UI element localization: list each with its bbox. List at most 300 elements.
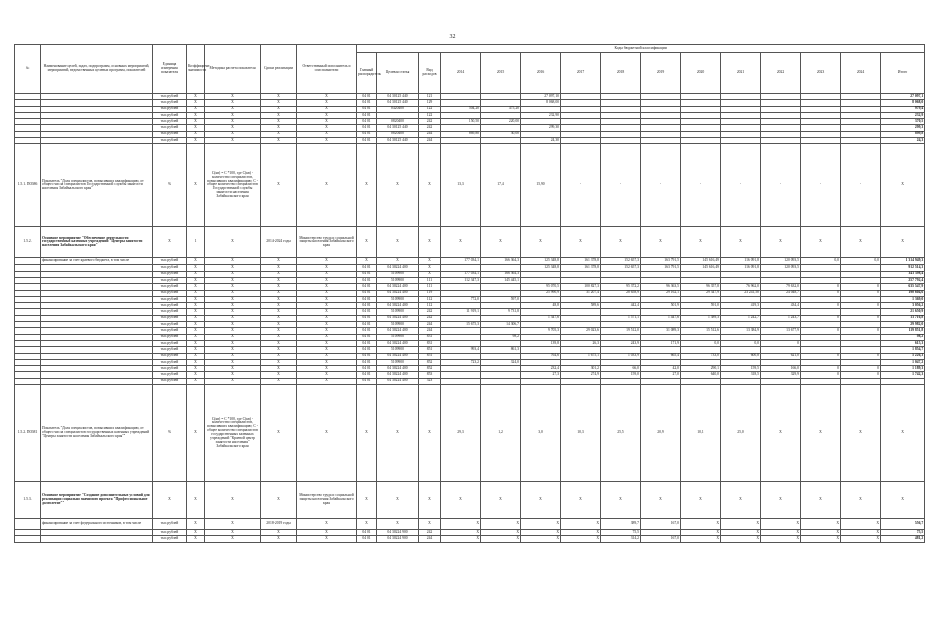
table-cell: 869,80 <box>441 131 481 137</box>
table-cell: X <box>205 227 261 258</box>
table-cell: 1.5.3. <box>15 482 41 519</box>
table-cell: 232,9 <box>881 112 925 118</box>
table-cell: 851 <box>419 353 441 359</box>
table-cell: X <box>761 385 801 482</box>
table-cell: X <box>261 359 297 365</box>
table-cell: тыс.рублей <box>153 328 187 334</box>
table-cell: финансирование за счет краевого бюджета, в том числе <box>41 258 153 265</box>
table-cell: X <box>481 227 521 258</box>
table-cell: X <box>419 482 441 519</box>
table-cell: тыс.рублей <box>153 536 187 542</box>
header-year: 2018 <box>601 53 641 94</box>
table-cell: X <box>187 482 205 519</box>
table-cell: С(кв) = С *100, где С(кв) - количество специалистов, повысивших квалификацию; С - общее количество специалистов Государственной службы занятости населения Забайкальского края <box>205 144 261 227</box>
table-cell: 04 01 <box>357 359 377 365</box>
table-cell: 15 512,6 <box>681 328 721 334</box>
table-cell: X <box>205 138 261 144</box>
table-cell: 04 01 <box>357 303 377 309</box>
table-cell: тыс.рублей <box>153 112 187 118</box>
table-cell: X <box>521 227 561 258</box>
table-cell: 14 306,7 <box>481 322 521 328</box>
table-cell: 419,3 <box>721 303 761 309</box>
table-cell: X <box>561 482 601 519</box>
table-cell: X <box>205 290 261 296</box>
table-cell: - <box>761 144 801 227</box>
table-cell: X <box>801 530 841 536</box>
table-cell: X <box>187 303 205 309</box>
table-cell: 0 <box>801 290 841 296</box>
table-cell: 04 30125 440 <box>377 94 419 100</box>
table-cell: X <box>297 131 357 137</box>
table-cell: X <box>297 144 357 227</box>
table-cell: X <box>187 131 205 137</box>
table-cell: X <box>187 100 205 106</box>
table-cell: X <box>187 519 205 530</box>
table-cell: X <box>261 482 297 519</box>
table-cell: X <box>187 125 205 131</box>
table-cell: X <box>187 536 205 542</box>
table-cell: 04 30224 400 <box>377 290 419 296</box>
table-cell: X <box>187 366 205 372</box>
table-cell: 100 827,3 <box>561 284 601 290</box>
header-vr: Вид расходов <box>419 53 441 94</box>
table-cell: 112 347,3 <box>441 277 481 283</box>
table-cell: X <box>205 309 261 315</box>
table-cell: 29,3 <box>441 385 481 482</box>
table-cell: 24,3 <box>881 138 925 144</box>
table-cell: X <box>261 290 297 296</box>
table-cell: X <box>187 385 205 482</box>
table-cell: X <box>261 347 297 353</box>
table-cell: 831 <box>419 334 441 340</box>
table-cell: X <box>261 536 297 542</box>
table-cell: X <box>205 131 261 137</box>
table-cell: X <box>261 530 297 536</box>
table-cell: X <box>297 271 357 277</box>
table-cell: 04 01 <box>357 290 377 296</box>
table-cell: 764,6 <box>521 353 561 359</box>
table-cell: 04 01 <box>357 138 377 144</box>
table-cell: 0 <box>761 340 801 346</box>
table-cell: 04 01 <box>357 131 377 137</box>
table-cell: X <box>261 353 297 359</box>
table-cell: 04 30224 400 <box>377 303 419 309</box>
table-cell: 2014-2024 годы <box>261 227 297 258</box>
table-cell: X <box>187 378 205 384</box>
table-cell: X <box>441 227 481 258</box>
table-cell: X <box>187 322 205 328</box>
table-cell: 150,50 <box>441 119 481 125</box>
table-cell: X <box>187 144 205 227</box>
table-cell: X <box>641 482 681 519</box>
header-year: 2020 <box>681 53 721 94</box>
table-cell: 861,3 <box>481 347 521 353</box>
table-cell: 232,4 <box>521 366 561 372</box>
table-cell: 04 01 <box>357 271 377 277</box>
table-cell: X <box>297 112 357 118</box>
table-cell: X <box>187 347 205 353</box>
table-cell: 442,4 <box>601 303 641 309</box>
table-cell: X <box>205 340 261 346</box>
table-cell: 0 <box>841 290 881 296</box>
table-cell: X <box>187 328 205 334</box>
table-cell: X <box>297 372 357 378</box>
table-cell: X <box>261 322 297 328</box>
table-cell: 0 <box>841 328 881 334</box>
table-cell: 19 512,0 <box>601 328 641 334</box>
table-cell: 244 <box>419 536 441 542</box>
table-cell: 242 <box>419 309 441 315</box>
table-cell: 15,90 <box>521 144 561 227</box>
table-cell: X <box>521 519 561 530</box>
table-cell: тыс.рублей <box>153 290 187 296</box>
header-unit: Единица измерения показателя <box>153 45 187 94</box>
header-no: № <box>15 45 41 94</box>
table-cell: X <box>261 271 297 277</box>
table-cell: 600,8 <box>721 353 761 359</box>
table-cell: 1.5.2. ПОМ1 <box>15 385 41 482</box>
table-cell: X <box>297 385 357 482</box>
table-cell: X <box>205 258 261 265</box>
table-cell: 04 01 <box>357 340 377 346</box>
table-cell: 852 <box>419 359 441 365</box>
table-cell: 96 357,8 <box>681 284 721 290</box>
table-cell: X <box>261 328 297 334</box>
header-year: 2022 <box>761 53 801 94</box>
table-cell: 481,2 <box>881 536 925 542</box>
table-cell: тыс.рублей <box>153 119 187 125</box>
table-cell: 04 01 <box>357 378 377 384</box>
table-cell: 04 01 <box>357 366 377 372</box>
table-cell: X <box>881 482 925 519</box>
table-cell: 25 990,9 <box>521 290 561 296</box>
table-cell: Показатель "Доля специалистов, повысивших квалификацию, от общего числа специалистов Государственной службы занятости населения Забайкальского края" <box>41 144 153 227</box>
table-cell: X <box>297 322 357 328</box>
table-cell: 299,3 <box>881 125 925 131</box>
table-cell: 329,9 <box>761 372 801 378</box>
table-cell <box>15 258 41 265</box>
table-cell: 665,4 <box>641 353 681 359</box>
table-cell: 171,9 <box>641 340 681 346</box>
table-cell: 242 <box>419 315 441 321</box>
table-cell: 1 742,3 <box>881 372 925 378</box>
table-cell: X <box>721 482 761 519</box>
table-cell: X <box>721 530 761 536</box>
table-cell: X <box>297 340 357 346</box>
table-cell: 04 01 <box>357 112 377 118</box>
table-cell: 1 314 949,3 <box>881 258 925 265</box>
table-cell: 1.5.1. ПОМ6 <box>15 144 41 227</box>
table-cell: X <box>761 536 801 542</box>
table-cell: 112 <box>419 303 441 309</box>
table-cell: 851 <box>419 347 441 353</box>
table-cell: 04 01 <box>357 328 377 334</box>
table-cell: тыс.рублей <box>153 378 187 384</box>
table-cell: Основное мероприятие "Обеспечение деятельности государственных казенных учреждений "Центры занятости населения Забайкальского края" <box>41 227 153 258</box>
table-cell: 5109900 <box>377 347 419 353</box>
table-cell: 501,9 <box>641 303 681 309</box>
table-cell: 979,4 <box>881 106 925 112</box>
table-cell: X <box>357 227 377 258</box>
table-cell: X <box>261 372 297 378</box>
header-year: 2019 <box>641 53 681 94</box>
table-cell: 244 <box>419 131 441 137</box>
table-cell: X <box>841 519 881 530</box>
table-cell: X <box>297 296 357 302</box>
table-cell: 04 01 <box>357 106 377 112</box>
table-cell: X <box>261 265 297 271</box>
table-cell: 04 30224 400 <box>377 328 419 334</box>
table-cell: 159,5 <box>721 366 761 372</box>
table-cell: 1 347,6 <box>521 315 561 321</box>
table-cell: 04 30125 440 <box>377 138 419 144</box>
table-cell: X <box>841 530 881 536</box>
table-cell: 120 093,5 <box>761 265 801 271</box>
table-cell: 615,3 <box>881 340 925 346</box>
table-cell: X <box>261 315 297 321</box>
table-cell: X <box>297 530 357 536</box>
table-cell: X <box>187 359 205 365</box>
table-cell: X <box>481 530 521 536</box>
table-cell: X <box>187 94 205 100</box>
table-cell: X <box>441 530 481 536</box>
table-cell: X <box>297 366 357 372</box>
header-name: Наименование целей, задач, подпрограмм, основных мероприятий, мероприятий, ведомственных целевых программ, показателей <box>41 45 153 94</box>
table-cell: 0 <box>801 353 841 359</box>
table-cell: 314,2 <box>601 536 641 542</box>
table-cell: 125 348,8 <box>521 265 561 271</box>
table-cell: X <box>841 385 881 482</box>
table-cell: Основное мероприятие "Создание дополнительных условий для реализации социально значимого проекта "Профессиональное долголетие"" <box>41 482 153 519</box>
table-cell: X <box>205 119 261 125</box>
header-year: 2014 <box>441 53 481 94</box>
table-cell: 04 01 <box>357 296 377 302</box>
table-cell: 899,8 <box>881 131 925 137</box>
table-cell: X <box>481 482 521 519</box>
table-cell: 29 023,6 <box>561 328 601 334</box>
table-cell: X <box>205 315 261 321</box>
header-resp: Ответственный исполнитель и соисполнители <box>297 45 357 94</box>
table-cell: X <box>205 277 261 283</box>
table-cell: 116 091,8 <box>721 265 761 271</box>
table-cell: 04 01 <box>357 125 377 131</box>
table-cell: - <box>561 144 601 227</box>
table-cell: X <box>205 359 261 365</box>
table-cell: 24 048,7 <box>761 290 801 296</box>
table-cell: 04 01 <box>357 119 377 125</box>
table-cell: 0 <box>801 284 841 290</box>
table-cell: X <box>681 519 721 530</box>
table-cell: 04 01 <box>357 265 377 271</box>
table-cell: X <box>297 347 357 353</box>
table-cell: - <box>681 144 721 227</box>
table-cell: X <box>419 385 441 482</box>
table-cell: X <box>801 227 841 258</box>
table-cell: 29 982,0 <box>881 322 925 328</box>
table-cell: 25,5 <box>601 385 641 482</box>
table-cell: 324,0 <box>481 359 521 365</box>
table-cell: X <box>297 519 357 530</box>
table-cell: - <box>721 144 761 227</box>
table-cell: тыс.рублей <box>153 322 187 328</box>
table-cell: X <box>419 227 441 258</box>
table-cell: X <box>261 112 297 118</box>
table-cell: X <box>187 372 205 378</box>
table-cell: X <box>187 340 205 346</box>
table-cell: X <box>297 277 357 283</box>
table-cell: X <box>261 334 297 340</box>
table-cell: 831 <box>419 340 441 346</box>
page-number: 32 <box>449 34 456 40</box>
budget-table <box>14 44 925 543</box>
table-cell: тыс.рублей <box>153 340 187 346</box>
table-cell: 13 677,9 <box>761 328 801 334</box>
table-cell: 98,2 <box>881 334 925 340</box>
table-cell: X <box>297 258 357 265</box>
table-cell: 145 616,49 <box>681 258 721 265</box>
table-cell: X <box>297 138 357 144</box>
table-cell: X <box>357 258 377 265</box>
table-cell: X <box>187 112 205 118</box>
table-cell: 23 241,50 <box>721 290 761 296</box>
table-cell: X <box>481 536 521 542</box>
table-cell: 161 378,8 <box>561 258 601 265</box>
table-cell: X <box>261 385 297 482</box>
table-cell: X <box>297 265 357 271</box>
table-cell: 244 <box>419 138 441 144</box>
table-cell: 5109900 <box>377 271 419 277</box>
table-cell: 3,0 <box>521 385 561 482</box>
table-cell: 244 <box>419 322 441 328</box>
table-cell: X <box>261 94 297 100</box>
table-cell: тыс.рублей <box>153 284 187 290</box>
table-cell: 29 347,9 <box>681 290 721 296</box>
table-cell: 04 01 <box>357 309 377 315</box>
table-cell: 48,8 <box>521 303 561 309</box>
table-cell: X <box>419 265 441 271</box>
table-cell: 167,0 <box>641 536 681 542</box>
table-cell: X <box>205 530 261 536</box>
table-cell: 04 01 <box>357 277 377 283</box>
table-cell: 5109900 <box>377 277 419 283</box>
table-cell: X <box>205 519 261 530</box>
table-cell: 79 632,0 <box>761 284 801 290</box>
table-cell: X <box>261 303 297 309</box>
table-cell: 152 657,3 <box>601 265 641 271</box>
table-cell: 04 01 <box>357 536 377 542</box>
table-cell: 04 01 <box>357 94 377 100</box>
table-cell: X <box>377 519 419 530</box>
table-cell: 589,6 <box>561 303 601 309</box>
table-cell: 772,0 <box>441 296 481 302</box>
table-cell: 116 091,8 <box>721 258 761 265</box>
table-cell: X <box>187 530 205 536</box>
table-cell: 30,00 <box>481 131 521 137</box>
table-cell: X <box>261 366 297 372</box>
table-cell: 04 01 <box>357 315 377 321</box>
table-cell: X <box>841 227 881 258</box>
table-cell: 145 445,1 <box>481 277 521 283</box>
table-header <box>15 45 925 94</box>
table-cell: 323 <box>419 378 441 384</box>
table-cell: X <box>205 265 261 271</box>
table-cell: 13 716,8 <box>881 315 925 321</box>
table-cell: 0,0 <box>801 258 841 265</box>
table-cell: 163 791,5 <box>641 265 681 271</box>
table-cell: тыс.рублей <box>153 125 187 131</box>
table-cell: 04 30224 400 <box>377 315 419 321</box>
table-cell: X <box>261 119 297 125</box>
table-cell: X <box>261 378 297 384</box>
table-cell: 1 189,3 <box>881 366 925 372</box>
table-cell: 04 01 <box>357 322 377 328</box>
table-row <box>15 144 925 227</box>
table-cell: X <box>205 334 261 340</box>
table-cell: X <box>187 284 205 290</box>
table-cell: 27 097,1 <box>881 94 925 100</box>
table-cell: X <box>261 125 297 131</box>
table-cell: 04 30224 400 <box>377 378 419 384</box>
table-cell: X <box>377 482 419 519</box>
table-cell: 1 243,7 <box>761 315 801 321</box>
table-cell: 145 616,49 <box>681 265 721 271</box>
table-cell: X <box>357 519 377 530</box>
table-cell: 242 <box>419 530 441 536</box>
table-cell: - <box>601 144 641 227</box>
table-cell: 04 30224 400 <box>377 372 419 378</box>
table-cell: X <box>801 536 841 542</box>
table-cell: 04 30224 400 <box>377 284 419 290</box>
table-cell <box>41 536 153 542</box>
table-cell: 111 <box>419 284 441 290</box>
table-cell: 42,0 <box>641 366 681 372</box>
table-cell: 27,3 <box>521 372 561 378</box>
table-cell: 177 034,1 <box>441 271 481 277</box>
table-cell: 159,0 <box>601 372 641 378</box>
table-cell: 434,4 <box>761 303 801 309</box>
table-cell: X <box>297 119 357 125</box>
table-cell: X <box>441 519 481 530</box>
table-cell: 95 372,2 <box>601 284 641 290</box>
table-cell: 25,0 <box>721 385 761 482</box>
table-cell: X <box>721 536 761 542</box>
table-cell: 04 01 <box>357 334 377 340</box>
table-cell: X <box>881 144 925 227</box>
table-cell: 5109900 <box>377 334 419 340</box>
table-cell: 274,9 <box>561 372 601 378</box>
header-year: 2015 <box>481 53 521 94</box>
table-cell: 166 364,3 <box>481 258 521 265</box>
table-cell: X <box>681 530 721 536</box>
table-cell: X <box>297 290 357 296</box>
table-cell: Министерство труда и социальной защиты населения Забайкальского края <box>297 227 357 258</box>
table-cell: X <box>801 385 841 482</box>
header-year: 2016 <box>521 53 561 94</box>
table-cell: 0,0 <box>681 340 721 346</box>
table-cell: 0 <box>801 328 841 334</box>
table-cell: 04 01 <box>357 284 377 290</box>
table-cell: 0 <box>841 366 881 372</box>
table-cell: X <box>297 378 357 384</box>
table-cell: тыс.рублей <box>153 106 187 112</box>
table-cell: X <box>419 271 441 277</box>
table-cell: 853 <box>419 372 441 378</box>
table-cell: X <box>419 519 441 530</box>
table-cell: X <box>297 125 357 131</box>
table-cell: 28 658,9 <box>601 290 641 296</box>
table-cell: 5109900 <box>377 296 419 302</box>
table-body <box>15 94 925 543</box>
